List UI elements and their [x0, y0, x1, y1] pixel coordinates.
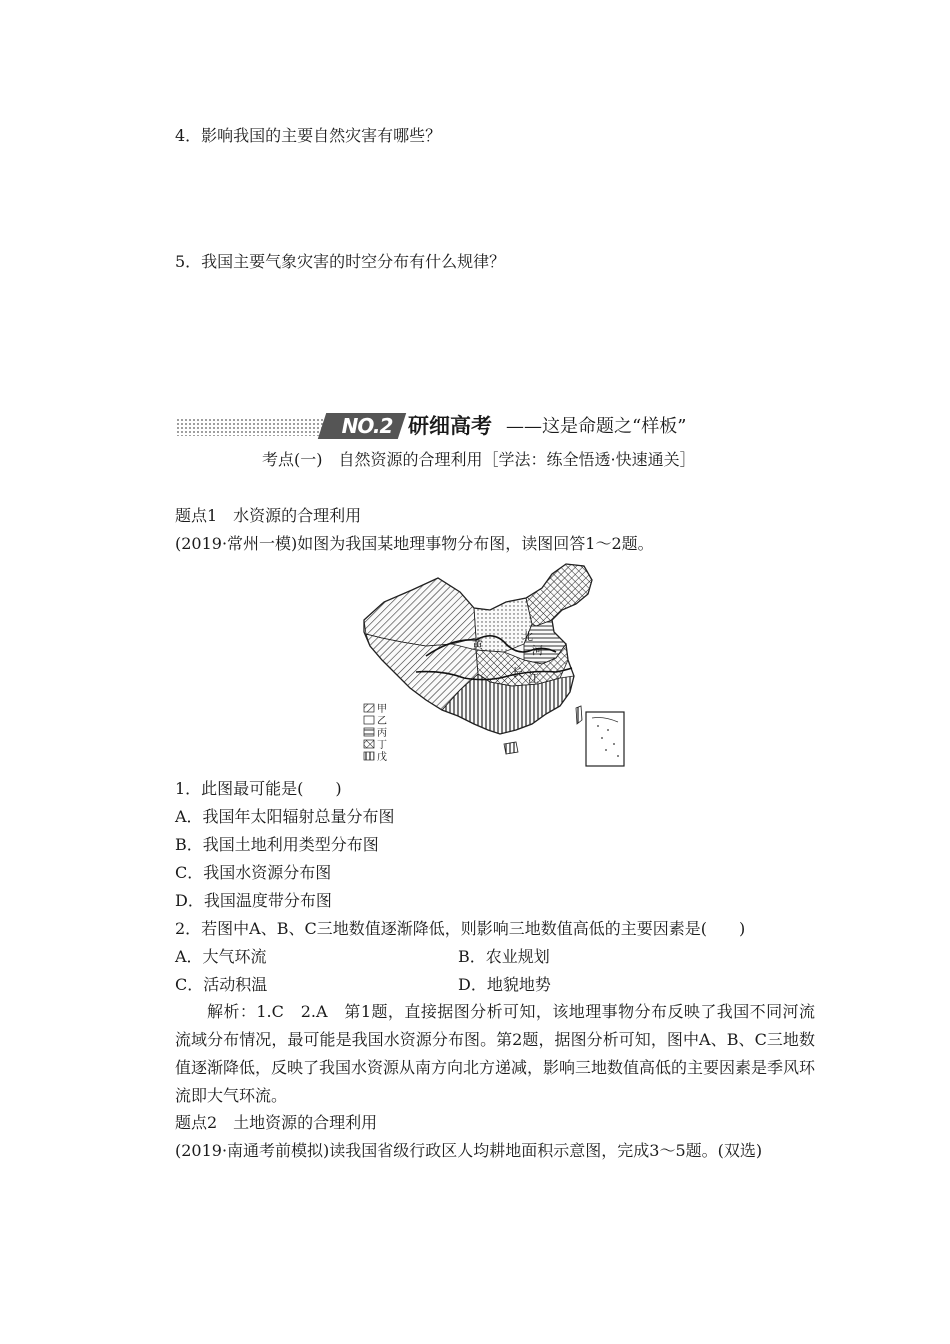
taiwan [576, 706, 582, 724]
banner-badge: NO.2 [341, 414, 393, 438]
legend-label-bing: 丙 [377, 728, 387, 739]
banner-subtitle: ——这是命题之“样板” [506, 416, 687, 437]
legend-swatch-ding [364, 740, 374, 748]
topic-1-intro: (2019·常州一模)如图为我国某地理事物分布图，读图回答1～2题。 [175, 534, 654, 553]
map-label-he: 河 [532, 644, 543, 657]
section-banner [176, 410, 726, 442]
question-5: 5．我国主要气象灾害的时空分布有什么规律？ [175, 252, 506, 271]
map-label-chang: 长 [512, 666, 523, 679]
legend-swatch-yi [364, 716, 374, 724]
question-2-option-a: A．大气环流 [175, 947, 267, 966]
legend-label-yi: 乙 [377, 716, 387, 727]
question-1-option-d: D．我国温度带分布图 [175, 891, 332, 910]
region-northeast [526, 564, 592, 626]
question-2-stem: 2．若图中A、B、C三地数值逐渐降低，则影响三地数值高低的主要因素是( ) [175, 919, 746, 938]
map-label-bei: 北 [522, 630, 533, 643]
question-1-stem: 1．此图最可能是( ) [175, 779, 342, 798]
legend-label-wu: 戊 [377, 752, 387, 763]
banner-title: 研细高考 [408, 414, 492, 438]
legend-label-jia: 甲 [377, 704, 387, 715]
topic-2-intro: (2019·南通考前模拟)读我国省级行政区人均耕地面积示意图，完成3～5题。(双选) [175, 1141, 763, 1160]
topic-1-heading: 题点1 水资源的合理利用 [175, 506, 362, 525]
section-title: 考点(一) 自然资源的合理利用［学法：练全悟透·快速通关］ [262, 450, 696, 469]
question-2-option-d: D．地貌地势 [458, 975, 551, 994]
question-2-option-b: B．农业规划 [458, 947, 550, 966]
question-1-option-c: C．我国水资源分布图 [175, 863, 332, 882]
map-label-huang: 黄 [472, 638, 483, 651]
legend-swatch-bing [364, 728, 374, 736]
region-northwest [364, 578, 476, 646]
map-label-jiang: 江 [528, 672, 539, 685]
question-2-option-c: C．活动积温 [175, 975, 268, 994]
hainan [504, 742, 518, 754]
legend-label-ding: 丁 [377, 740, 387, 751]
question-1-option-a: A．我国年太阳辐射总量分布图 [175, 807, 395, 826]
analysis-paragraph: 解析：1.C 2.A 第1题，直接据图分析可知，该地理事物分布反映了我国不同河流流域分布情况，最可能是我国水资源分布图。第2题，据图分析可知，图中A、B、C三地数值逐渐降低，反映了我国水资源从南方向北方递减，影响三地数值高低的主要因素是季风环流即大气环流。 [175, 1002, 816, 1105]
topic-2-heading: 题点2 土地资源的合理利用 [175, 1113, 378, 1132]
question-4: 4．影响我国的主要自然灾害有哪些？ [175, 126, 442, 145]
south-sea-inset [586, 712, 624, 766]
dot-pattern [176, 418, 336, 436]
legend-swatch-jia [364, 704, 374, 712]
question-1-option-b: B．我国土地利用类型分布图 [175, 835, 379, 854]
china-distribution-map [356, 560, 628, 770]
legend-swatch-wu [364, 752, 374, 760]
map-legend [364, 703, 387, 763]
